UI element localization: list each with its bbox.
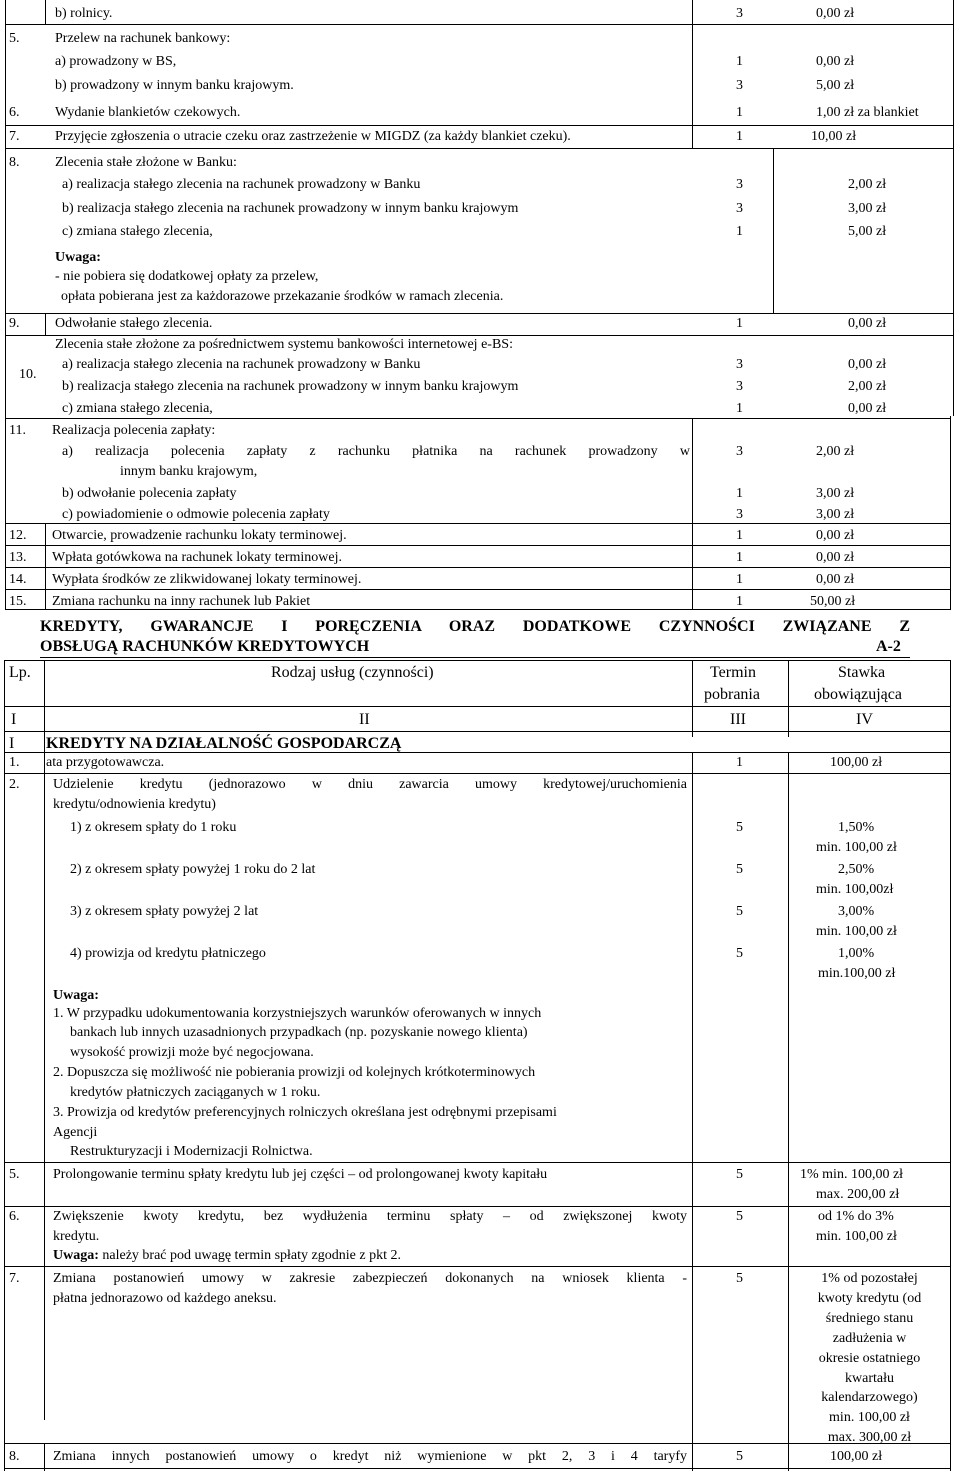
- roman-col-2: II: [359, 711, 370, 728]
- service-text: kredytu/odnowienia kredytu): [53, 797, 216, 812]
- stawka-value: 1,00%: [838, 946, 875, 961]
- service-text: a) realizacja stałego zlecenia na rachunek prowadzony w Banku: [62, 357, 421, 372]
- note-text: - nie pobiera się dodatkowej opłaty za przelew,: [55, 269, 319, 284]
- stawka-min: min. 100,00 zł: [816, 1229, 897, 1244]
- termin-value: 5: [736, 862, 743, 877]
- row-number: 5.: [9, 1167, 20, 1182]
- termin-value: 3: [736, 379, 743, 394]
- termin-value: 3: [736, 507, 743, 522]
- column-divider: [692, 418, 693, 609]
- row-number: 6.: [9, 105, 20, 120]
- service-text: a) realizacja polecenia zapłaty z rachunku płatnika na rachunek prowadzony w: [62, 444, 690, 459]
- stawka-value: 0,00 zł: [816, 528, 855, 543]
- note-text: 1. W przypadku udokumentowania korzystniejszych warunków oferowanych w innych: [53, 1006, 542, 1021]
- row-line: [4, 1206, 951, 1207]
- service-text: kredytu.: [53, 1229, 100, 1244]
- column-divider: [788, 660, 789, 737]
- stawka-value: 0,00 zł: [816, 550, 855, 565]
- termin-value: 3: [736, 78, 743, 93]
- stawka-multiline: [789, 1269, 950, 1448]
- stawka-value: 2,50%: [838, 862, 875, 877]
- stawka-line: kwartału: [845, 1370, 894, 1386]
- column-divider: [45, 313, 46, 335]
- row-number: 9.: [9, 316, 20, 331]
- stawka-value: 0,00 zł: [848, 357, 887, 372]
- roman-col-4: IV: [856, 711, 873, 728]
- header-lp: Lp.: [9, 664, 31, 681]
- termin-value: 5: [736, 820, 743, 835]
- row-line: [5, 589, 951, 590]
- termin-value: 1: [736, 594, 743, 609]
- stawka-value: 10,00 zł: [811, 129, 857, 144]
- note-text: wysokość prowizji może być negocjowana.: [70, 1045, 314, 1060]
- note-label: Uwaga:: [55, 250, 101, 265]
- termin-value: 1: [736, 528, 743, 543]
- group-title: KREDYTY NA DZIAŁALNOŚĆ GOSPODARCZĄ: [46, 735, 402, 752]
- service-text: Odwołanie stałego zlecenia.: [55, 316, 213, 331]
- stawka-value: od 1% do 3%: [818, 1209, 894, 1224]
- service-text: b) odwołanie polecenia zapłaty: [62, 486, 237, 501]
- termin-value: 1: [736, 54, 743, 69]
- stawka-value: 0,00 zł: [848, 401, 887, 416]
- stawka-value: 1,00 zł za blankiet: [816, 105, 919, 120]
- termin-value: 1: [736, 550, 743, 565]
- stawka-value: 3,00 zł: [848, 201, 887, 216]
- row-line: [5, 148, 954, 149]
- column-divider: [773, 148, 774, 313]
- stawka-value: 1% min. 100,00 zł: [800, 1167, 904, 1182]
- row-number: 12.: [9, 528, 27, 543]
- termin-value: 3: [736, 357, 743, 372]
- service-text: Zmiana rachunku na inny rachunek lub Pakiet: [52, 594, 311, 609]
- stawka-line: min. 100,00 zł: [829, 1410, 910, 1426]
- column-divider: [692, 752, 693, 1471]
- row-line: [5, 418, 951, 419]
- service-note: Uwaga: należy brać pod uwagę termin spłaty zgodnie z pkt 2.: [53, 1248, 401, 1263]
- stawka-line: kwoty kredytu (od: [817, 1290, 922, 1306]
- roman-col-3: III: [730, 711, 746, 728]
- row-number: 2.: [9, 777, 20, 792]
- stawka-value: 100,00 zł: [830, 755, 883, 770]
- service-text: ata przygotowawcza.: [46, 755, 165, 770]
- service-text: Prolongowanie terminu spłaty kredytu lub jej części – od prolongowanej kwoty kapitału: [53, 1167, 548, 1182]
- header-termin: Termin: [710, 664, 756, 681]
- section-title: OBSŁUGĄ RACHUNKÓW KREDYTOWYCH: [40, 638, 370, 655]
- service-text: b) realizacja stałego zlecenia na rachunek prowadzony w innym banku krajowym: [62, 201, 519, 216]
- termin-value: 1: [736, 105, 743, 120]
- row-number: 8.: [9, 155, 20, 170]
- service-text: Przelew na rachunek bankowy:: [55, 31, 231, 46]
- row-line: [4, 1266, 951, 1267]
- note-text: 3. Prowizja od kredytów preferencyjnych rolniczych określana jest odrębnymi przepisami: [53, 1105, 557, 1120]
- service-text: Zlecenia stałe złożone w Banku:: [55, 155, 237, 170]
- service-text: a) prowadzony w BS,: [55, 54, 177, 69]
- row-line: [4, 1162, 951, 1163]
- column-divider: [692, 660, 693, 737]
- service-text: Udzielenie kredytu (jednorazowo w dniu zawarcia umowy kredytowej/uruchomienia: [53, 777, 687, 792]
- stawka-line: zadłużenia w: [832, 1330, 907, 1346]
- service-text: Przyjęcie zgłoszenia o utracie czeku oraz zastrzeżenie w MIGDZ (za każdy blankiet czeku).: [55, 129, 571, 144]
- row-line: [5, 335, 954, 336]
- note-label: Uwaga:: [53, 988, 99, 1003]
- termin-value: 5: [736, 946, 743, 961]
- stawka-min: min. 100,00 zł: [816, 840, 897, 855]
- row-number: 14.: [9, 572, 27, 587]
- service-text: Realizacja polecenia zapłaty:: [52, 423, 216, 438]
- stawka-value: 50,00 zł: [810, 594, 856, 609]
- stawka-value: 0,00 zł: [816, 572, 855, 587]
- stawka-value: 100,00 zł: [830, 1449, 883, 1464]
- service-text: płatna jednorazowo od każdego aneksu.: [53, 1291, 277, 1306]
- row-line: [5, 125, 954, 126]
- column-divider: [44, 660, 45, 1420]
- termin-value: 5: [736, 1449, 743, 1464]
- row-line: [4, 1468, 951, 1469]
- termin-value: 5: [736, 1209, 743, 1224]
- stawka-value: 0,00 zł: [816, 6, 855, 21]
- termin-value: 3: [736, 444, 743, 459]
- service-text: Wydanie blankietów czekowych.: [55, 105, 241, 120]
- note-text: kredytów płatniczych zaciąganych w 1 roku.: [70, 1085, 321, 1100]
- stawka-line: okresie ostatniego: [818, 1350, 921, 1366]
- stawka-line: średniego stanu: [825, 1310, 914, 1326]
- table-border-right: [953, 0, 954, 416]
- stawka-value: 2,00 zł: [848, 379, 887, 394]
- row-number: 6.: [9, 1209, 20, 1224]
- header-stawka: Stawka: [838, 664, 886, 681]
- sub-item: 2) z okresem spłaty powyżej 1 roku do 2 lat: [70, 862, 316, 877]
- sub-item: 1) z okresem spłaty do 1 roku: [70, 820, 237, 835]
- service-text: c) powiadomienie o odmowie polecenia zapłaty: [62, 507, 330, 522]
- termin-value: 3: [736, 177, 743, 192]
- termin-value: 3: [736, 201, 743, 216]
- row-number: 15.: [9, 594, 27, 609]
- stawka-value: 3,00%: [838, 904, 875, 919]
- service-text: c) zmiana stałego zlecenia,: [62, 401, 213, 416]
- stawka-value: 3,00 zł: [816, 486, 855, 501]
- row-line: [5, 567, 951, 568]
- service-text: c) zmiana stałego zlecenia,: [62, 224, 213, 239]
- termin-value: 1: [736, 755, 743, 770]
- stawka-value: 5,00 zł: [816, 78, 855, 93]
- service-text: Otwarcie, prowadzenie rachunku lokaty terminowej.: [52, 528, 347, 543]
- stawka-value: 2,00 zł: [816, 444, 855, 459]
- stawka-value: 0,00 zł: [816, 54, 855, 69]
- row-line: [4, 731, 951, 732]
- table-border-right: [950, 660, 951, 1471]
- termin-value: 3: [736, 6, 743, 21]
- table-border-left: [5, 0, 6, 609]
- stawka-value: 1,50%: [838, 820, 875, 835]
- termin-value: 1: [736, 401, 743, 416]
- service-text: b) rolnicy.: [55, 6, 113, 21]
- row-number: 10.: [19, 367, 37, 382]
- termin-value: 1: [736, 486, 743, 501]
- service-text: b) realizacja stałego zlecenia na rachunek prowadzony w innym banku krajowym: [62, 379, 519, 394]
- row-number: 13.: [9, 550, 27, 565]
- sub-item: 4) prowizja od kredytu płatniczego: [70, 946, 266, 961]
- row-line: [4, 773, 951, 774]
- note-text: 2. Dopuszcza się możliwość nie pobierania prowizji od kolejnych krótkoterminowych: [53, 1065, 536, 1080]
- stawka-line: max. 300,00 zł: [827, 1430, 912, 1446]
- row-line: [4, 660, 951, 661]
- service-text: Zmiana innych postanowień umowy o kredyt niż wymienione w pkt 2, 3 i 4 taryfy: [53, 1449, 687, 1464]
- note-text: opłata pobierana jest za każdorazowe przekazanie środków w ramach zlecenia.: [61, 289, 504, 304]
- section-code: A-2: [876, 638, 901, 655]
- stawka-line: kalendarzowego): [821, 1390, 918, 1406]
- row-number: 1.: [9, 755, 20, 770]
- header-rodzaj: Rodzaj usług (czynności): [271, 664, 434, 681]
- stawka-value: 3,00 zł: [816, 507, 855, 522]
- row-line: [4, 706, 951, 707]
- stawka-value: 0,00 zł: [848, 316, 887, 331]
- service-text: Zwiększenie kwoty kredytu, bez wydłużenia terminu spłaty – od zwiększonej kwoty: [53, 1209, 687, 1224]
- termin-value: 5: [736, 1271, 743, 1286]
- stawka-line: 1% od pozostałej: [821, 1271, 918, 1286]
- roman-col-1: I: [11, 711, 17, 728]
- note-text: Restrukturyzacji i Modernizacji Rolnictwa.: [70, 1144, 313, 1159]
- header-termin: pobrania: [704, 686, 760, 703]
- row-line: [5, 523, 951, 524]
- row-number: 7.: [9, 1271, 20, 1286]
- termin-value: 1: [736, 572, 743, 587]
- termin-value: 1: [736, 316, 743, 331]
- row-line: [5, 24, 954, 25]
- sub-item: 3) z okresem spłaty powyżej 2 lat: [70, 904, 259, 919]
- termin-value: 5: [736, 1167, 743, 1182]
- note-text: Agencji: [53, 1125, 98, 1140]
- stawka-value: 5,00 zł: [848, 224, 887, 239]
- service-text: Zmiana postanowień umowy w zakresie zabezpieczeń dokonanych na wniosek klienta -: [53, 1271, 687, 1286]
- section-title: KREDYTY, GWARANCJE I PORĘCZENIA ORAZ DODATKOWE CZYNNOŚCI ZWIĄZANE Z: [40, 618, 910, 635]
- title-underline: [40, 657, 910, 658]
- service-text: a) realizacja stałego zlecenia na rachunek prowadzony w Banku: [62, 177, 421, 192]
- row-number: 7.: [9, 129, 20, 144]
- group-number: I: [9, 735, 15, 752]
- row-line: [5, 545, 951, 546]
- service-text: Wypłata środków ze zlikwidowanej lokaty terminowej.: [52, 572, 362, 587]
- stawka-min: min. 100,00zł: [816, 882, 894, 897]
- row-line: [5, 313, 954, 314]
- table-border-left: [4, 660, 5, 1471]
- stawka-value: 2,00 zł: [848, 177, 887, 192]
- column-divider: [44, 1443, 45, 1471]
- stawka-min: min.100,00 zł: [818, 966, 896, 981]
- stawka-max: max. 200,00 zł: [816, 1187, 900, 1202]
- termin-value: 1: [736, 224, 743, 239]
- service-text: innym banku krajowym,: [120, 464, 258, 479]
- column-divider: [45, 523, 46, 609]
- table-border-right: [950, 416, 951, 609]
- service-text: b) prowadzony w innym banku krajowym.: [55, 78, 294, 93]
- header-stawka: obowiązująca: [814, 686, 902, 703]
- service-text: Zlecenia stałe złożone za pośrednictwem systemu bankowości internetowej e-BS:: [55, 337, 513, 352]
- row-number: 5.: [9, 31, 20, 46]
- column-divider: [45, 0, 46, 24]
- row-number: 11.: [9, 423, 26, 438]
- stawka-min: min. 100,00 zł: [816, 924, 897, 939]
- row-number: 8.: [9, 1449, 20, 1464]
- termin-value: 1: [736, 129, 743, 144]
- service-text: Wpłata gotówkowa na rachunek lokaty terminowej.: [52, 550, 343, 565]
- note-text: bankach lub innych uzasadnionych przypadkach (np. pozyskanie nowego klienta): [70, 1025, 528, 1040]
- termin-value: 5: [736, 904, 743, 919]
